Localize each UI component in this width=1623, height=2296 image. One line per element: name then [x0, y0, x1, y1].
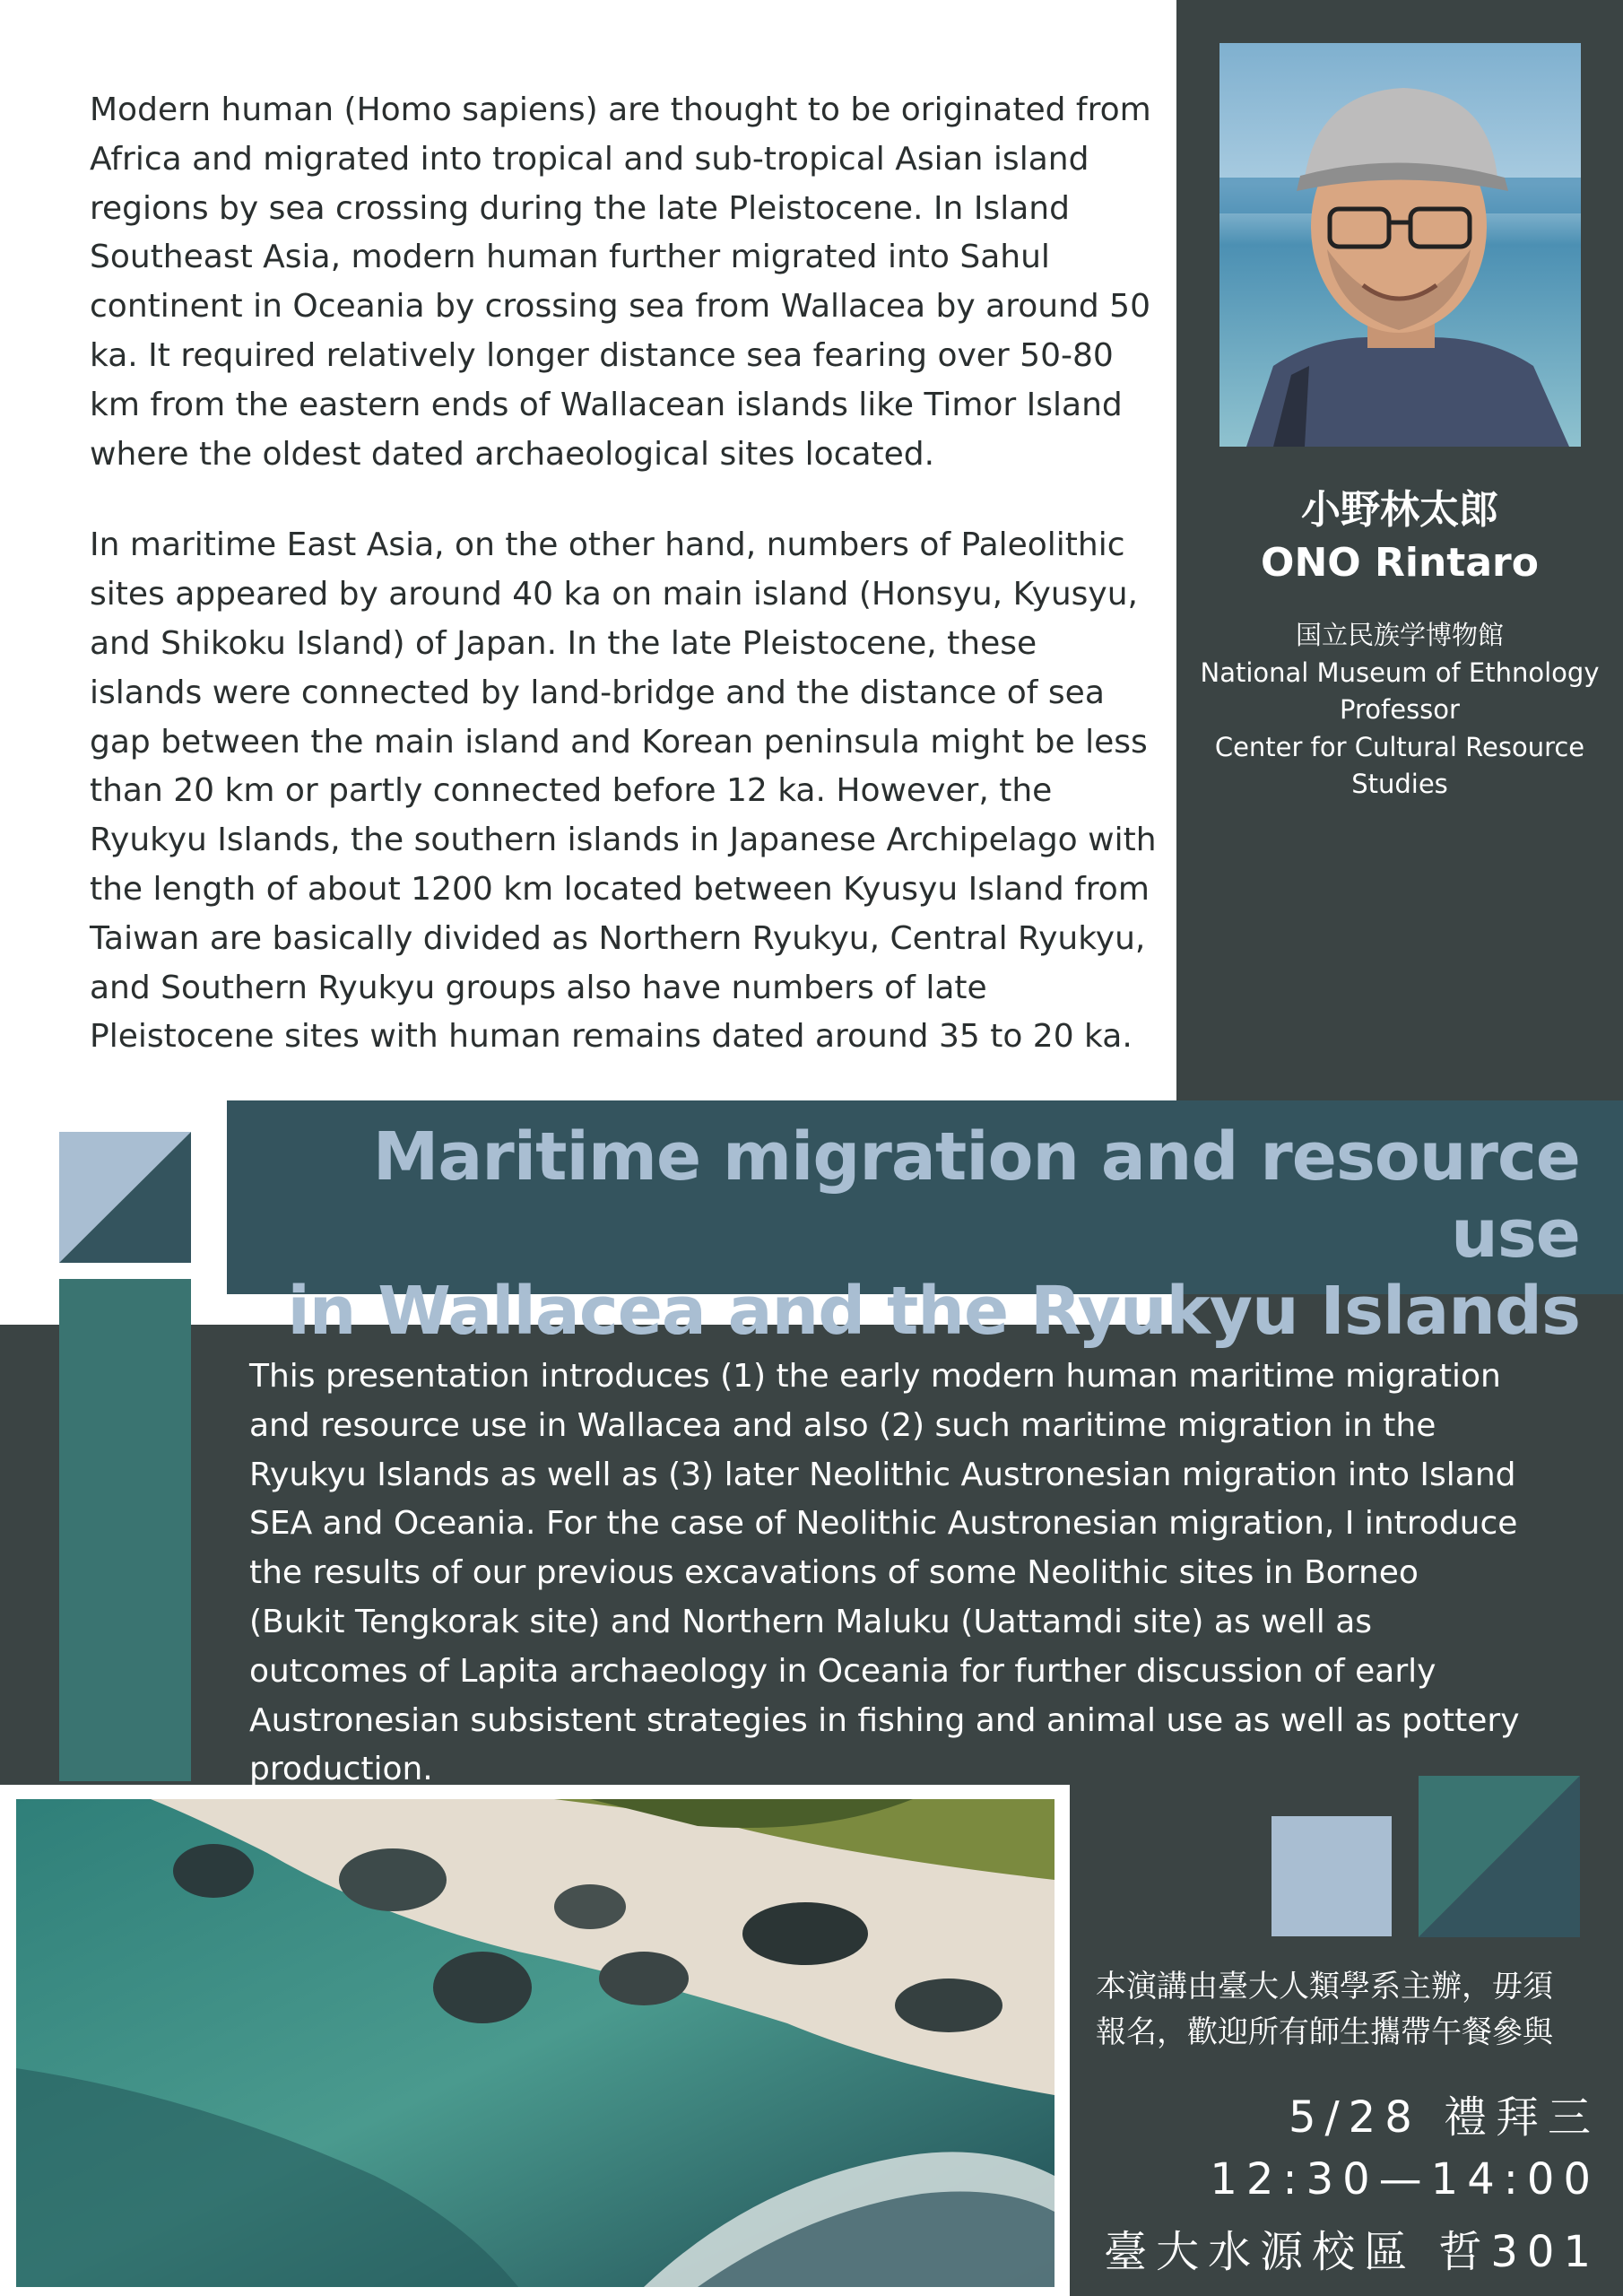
decorative-bar [59, 1279, 191, 1781]
center-line-1: Center for Cultural Resource [1214, 731, 1585, 762]
decorative-triangle-bottom [1419, 1776, 1580, 1937]
aerial-beach-photo [16, 1799, 1055, 2287]
notice-line-2: 報名，歡迎所有師生攜帶午餐參與 [1096, 2014, 1553, 2050]
speaker-affiliation [1176, 617, 1623, 804]
speaker-name-en: ONO Rintaro [1261, 540, 1539, 586]
center-line-2: Studies [1351, 769, 1448, 799]
event-time: 12:30—14:00 [1210, 2154, 1600, 2205]
institution-cjk: 国立民族学博物館 [1295, 620, 1504, 650]
intro-paragraph-2: In maritime East Asia, on the other hand, numbers of Paleolithic sites appeared by around 40 ka on main island (Honsyu, Kyusyu, and Shikoku Island) of Japan. In the late Pleistocene, these islands were connected by land-bridge and the distance of sea gap between the main island and Korean peninsula might be less than 20 km or partly connected before 12 ka. However, the Ryukyu Islands, the southern islands in Japanese Archipelago with the length of about 1200 km located between Kyusyu Island from Taiwan are basically divided as Northern Ryukyu, Central Ryukyu, and Southern Ryukyu groups also have numbers of late Pleistocene sites with human remains dated around 35 to 20 ka. [90, 526, 1157, 1056]
event-venue: 臺大水源校區 哲301 [1104, 2227, 1600, 2277]
speaker-portrait [1219, 43, 1581, 447]
talk-title [235, 1118, 1580, 1350]
talk-title-line-1: Maritime migration and resource use [372, 1118, 1580, 1273]
event-notice [1096, 1964, 1607, 2056]
title-banner [227, 1100, 1623, 1350]
talk-title-line-2: in Wallacea and the Ryukyu Islands [287, 1273, 1580, 1350]
notice-line-1: 本演講由臺大人類學系主辦，毋須 [1096, 1969, 1553, 2005]
speaker-portrait-photo [1219, 43, 1581, 447]
institution-en: National Museum of Ethnology [1200, 657, 1600, 688]
abstract-text: This presentation introduces (1) the early modern human maritime migration and resource use in Wallacea and also (2) such maritime migration in the Ryukyu Islands as well as (3) later Neolithic Austronesian migration into Island SEA and Oceania. For the case of Neolithic Austronesian migration, I introduce the results of our previous excavations of some Neolithic sites in Borneo (Bukit Tengkorak site) and Northern Maluku (Uattamdi site) as well as outcomes of Lapita archaeology in Oceania for further discussion of early Austronesian subsistent strategies in fishing and animal use as well as pottery production. [249, 1358, 1520, 1788]
event-date: 5/28 禮拜三 [1288, 2092, 1600, 2143]
intro-text [90, 86, 1157, 1104]
decorative-square [1271, 1816, 1392, 1936]
intro-paragraph-1: Modern human (Homo sapiens) are thought to be originated from Africa and migrated into tropical and sub-tropical Asian island regions by sea crossing during the late Pleistocene. In Island Southeast Asia, modern human further migrated into Sahul continent in Oceania by crossing sea from Wallacea by around 50 ka. It required relatively longer distance sea fearing over 50-80 km from the eastern ends of Wallacean islands like Timor Island where the oldest dated archaeological sites located. [90, 91, 1151, 473]
beach-photo [16, 1799, 1055, 2287]
decorative-triangle-top [59, 1132, 191, 1263]
speaker-name-cjk: 小野林太郎 [1301, 487, 1498, 533]
speaker-position: Professor [1340, 694, 1460, 725]
